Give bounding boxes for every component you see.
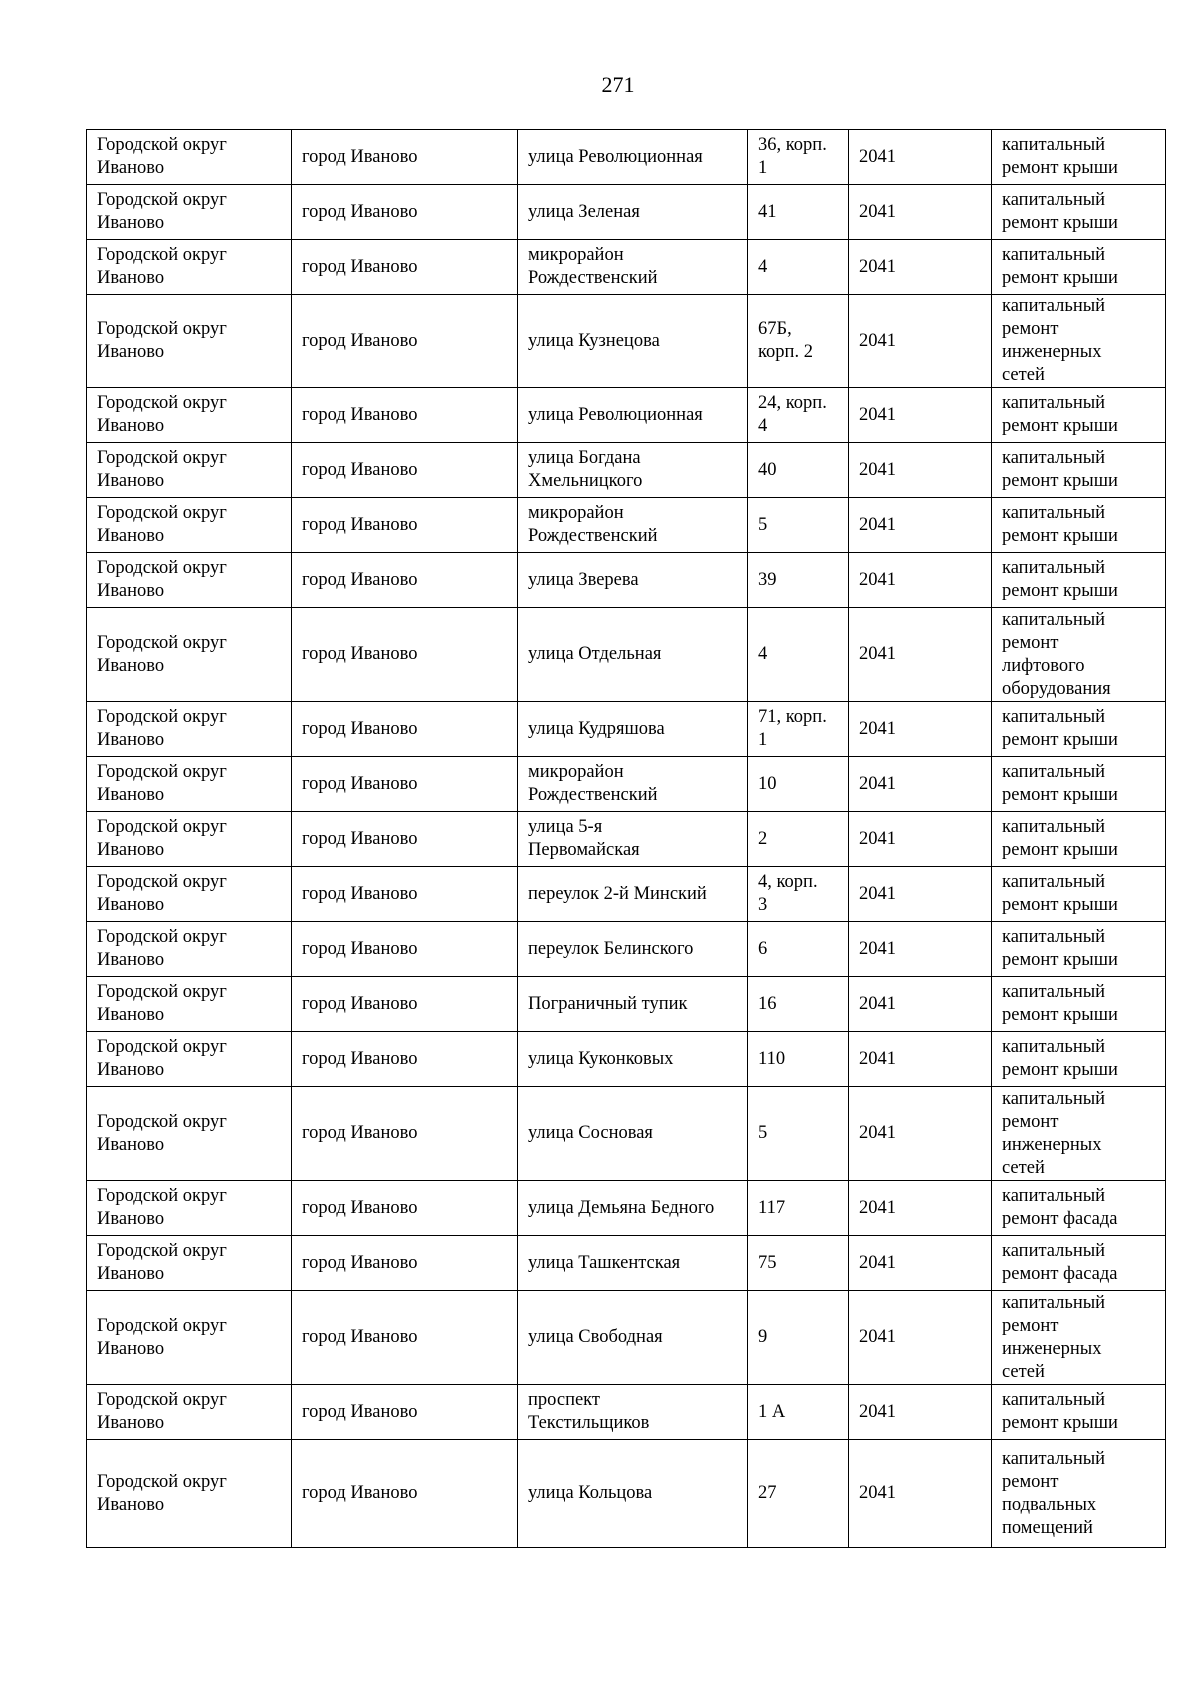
locality-cell: город Иваново [292, 867, 518, 922]
year-cell: 2041 [849, 388, 992, 443]
district-cell: Городской округ Иваново [87, 1236, 292, 1291]
locality-cell: город Иваново [292, 922, 518, 977]
locality-cell: город Иваново [292, 1385, 518, 1440]
street-cell: проспект Текстильщиков [518, 1385, 748, 1440]
year-cell: 2041 [849, 1032, 992, 1087]
work-type-cell: капитальный ремонт крыши [992, 702, 1166, 757]
street-cell: улица Сосновая [518, 1087, 748, 1181]
street-cell: Пограничный тупик [518, 977, 748, 1032]
table-row [87, 1087, 1166, 1181]
street-cell: улица Свободная [518, 1291, 748, 1385]
district-cell: Городской округ Иваново [87, 757, 292, 812]
house-number-cell: 27 [748, 1440, 849, 1548]
street-cell: микрорайон Рождественский [518, 757, 748, 812]
locality-cell: город Иваново [292, 977, 518, 1032]
locality-cell: город Иваново [292, 702, 518, 757]
year-cell: 2041 [849, 1440, 992, 1548]
table-row [87, 1032, 1166, 1087]
table-row [87, 553, 1166, 608]
table-row [87, 608, 1166, 702]
district-cell: Городской округ Иваново [87, 1032, 292, 1087]
table-row [87, 185, 1166, 240]
table-row [87, 1181, 1166, 1236]
district-cell: Городской округ Иваново [87, 1385, 292, 1440]
year-cell: 2041 [849, 1291, 992, 1385]
locality-cell: город Иваново [292, 1291, 518, 1385]
street-cell: улица Зверева [518, 553, 748, 608]
district-cell: Городской округ Иваново [87, 240, 292, 295]
locality-cell: город Иваново [292, 553, 518, 608]
year-cell: 2041 [849, 185, 992, 240]
house-number-cell: 16 [748, 977, 849, 1032]
house-number-cell: 5 [748, 498, 849, 553]
year-cell: 2041 [849, 130, 992, 185]
table-row [87, 388, 1166, 443]
work-type-cell: капитальный ремонт крыши [992, 443, 1166, 498]
street-cell: улица Ташкентская [518, 1236, 748, 1291]
work-type-cell: капитальный ремонт крыши [992, 130, 1166, 185]
locality-cell: город Иваново [292, 812, 518, 867]
table-body [87, 130, 1166, 1548]
work-type-cell: капитальный ремонт фасада [992, 1181, 1166, 1236]
street-cell: улица Демьяна Бедного [518, 1181, 748, 1236]
year-cell: 2041 [849, 608, 992, 702]
house-number-cell: 39 [748, 553, 849, 608]
street-cell: улица 5-я Первомайская [518, 812, 748, 867]
house-number-cell: 41 [748, 185, 849, 240]
district-cell: Городской округ Иваново [87, 922, 292, 977]
year-cell: 2041 [849, 1385, 992, 1440]
district-cell: Городской округ Иваново [87, 1087, 292, 1181]
table-row [87, 702, 1166, 757]
street-cell: микрорайон Рождественский [518, 498, 748, 553]
year-cell: 2041 [849, 498, 992, 553]
table-row [87, 757, 1166, 812]
house-number-cell: 36, корп. 1 [748, 130, 849, 185]
table-row [87, 130, 1166, 185]
street-cell: улица Революционная [518, 388, 748, 443]
table-row [87, 1385, 1166, 1440]
table-row [87, 1440, 1166, 1548]
table-row [87, 1291, 1166, 1385]
house-number-cell: 4, корп. 3 [748, 867, 849, 922]
work-type-cell: капитальный ремонт крыши [992, 922, 1166, 977]
locality-cell: город Иваново [292, 388, 518, 443]
house-number-cell: 110 [748, 1032, 849, 1087]
locality-cell: город Иваново [292, 1087, 518, 1181]
year-cell: 2041 [849, 922, 992, 977]
table-row [87, 977, 1166, 1032]
district-cell: Городской округ Иваново [87, 553, 292, 608]
locality-cell: город Иваново [292, 1181, 518, 1236]
house-number-cell: 1 А [748, 1385, 849, 1440]
work-type-cell: капитальный ремонт инженерных сетей [992, 295, 1166, 388]
year-cell: 2041 [849, 757, 992, 812]
house-number-cell: 10 [748, 757, 849, 812]
district-cell: Городской округ Иваново [87, 295, 292, 388]
locality-cell: город Иваново [292, 608, 518, 702]
table-row [87, 240, 1166, 295]
work-type-cell: капитальный ремонт крыши [992, 240, 1166, 295]
table-row [87, 812, 1166, 867]
year-cell: 2041 [849, 1236, 992, 1291]
district-cell: Городской округ Иваново [87, 1440, 292, 1548]
street-cell: улица Кузнецова [518, 295, 748, 388]
street-cell: улица Отдельная [518, 608, 748, 702]
street-cell: улица Революционная [518, 130, 748, 185]
table-row [87, 498, 1166, 553]
house-number-cell: 4 [748, 240, 849, 295]
locality-cell: город Иваново [292, 757, 518, 812]
district-cell: Городской округ Иваново [87, 702, 292, 757]
street-cell: улица Зеленая [518, 185, 748, 240]
work-type-cell: капитальный ремонт крыши [992, 977, 1166, 1032]
year-cell: 2041 [849, 812, 992, 867]
street-cell: улица Кудряшова [518, 702, 748, 757]
street-cell: улица Кольцова [518, 1440, 748, 1548]
house-number-cell: 5 [748, 1087, 849, 1181]
work-type-cell: капитальный ремонт фасада [992, 1236, 1166, 1291]
work-type-cell: капитальный ремонт крыши [992, 553, 1166, 608]
district-cell: Городской округ Иваново [87, 130, 292, 185]
table-row [87, 295, 1166, 388]
locality-cell: город Иваново [292, 1440, 518, 1548]
district-cell: Городской округ Иваново [87, 1181, 292, 1236]
street-cell: микрорайон Рождественский [518, 240, 748, 295]
street-cell: улица Куконковых [518, 1032, 748, 1087]
house-number-cell: 71, корп. 1 [748, 702, 849, 757]
house-number-cell: 9 [748, 1291, 849, 1385]
work-type-cell: капитальный ремонт лифтового оборудования [992, 608, 1166, 702]
work-type-cell: капитальный ремонт крыши [992, 812, 1166, 867]
district-cell: Городской округ Иваново [87, 443, 292, 498]
table-row [87, 867, 1166, 922]
work-type-cell: капитальный ремонт крыши [992, 867, 1166, 922]
locality-cell: город Иваново [292, 443, 518, 498]
locality-cell: город Иваново [292, 1236, 518, 1291]
locality-cell: город Иваново [292, 130, 518, 185]
locality-cell: город Иваново [292, 498, 518, 553]
page-number: 271 [601, 72, 635, 97]
locality-cell: город Иваново [292, 1032, 518, 1087]
work-type-cell: капитальный ремонт крыши [992, 757, 1166, 812]
street-cell: переулок Белинского [518, 922, 748, 977]
locality-cell: город Иваново [292, 240, 518, 295]
house-number-cell: 117 [748, 1181, 849, 1236]
locality-cell: город Иваново [292, 185, 518, 240]
district-cell: Городской округ Иваново [87, 977, 292, 1032]
district-cell: Городской округ Иваново [87, 185, 292, 240]
district-cell: Городской округ Иваново [87, 812, 292, 867]
house-number-cell: 24, корп. 4 [748, 388, 849, 443]
year-cell: 2041 [849, 1181, 992, 1236]
year-cell: 2041 [849, 977, 992, 1032]
year-cell: 2041 [849, 702, 992, 757]
work-type-cell: капитальный ремонт инженерных сетей [992, 1291, 1166, 1385]
house-number-cell: 67Б, корп. 2 [748, 295, 849, 388]
work-type-cell: капитальный ремонт подвальных помещений [992, 1440, 1166, 1548]
house-number-cell: 4 [748, 608, 849, 702]
year-cell: 2041 [849, 1087, 992, 1181]
house-number-cell: 2 [748, 812, 849, 867]
district-cell: Городской округ Иваново [87, 498, 292, 553]
year-cell: 2041 [849, 553, 992, 608]
work-type-cell: капитальный ремонт инженерных сетей [992, 1087, 1166, 1181]
work-type-cell: капитальный ремонт крыши [992, 185, 1166, 240]
district-cell: Городской округ Иваново [87, 388, 292, 443]
district-cell: Городской округ Иваново [87, 608, 292, 702]
table-row [87, 1236, 1166, 1291]
repair-schedule-table [86, 129, 1166, 1548]
locality-cell: город Иваново [292, 295, 518, 388]
district-cell: Городской округ Иваново [87, 867, 292, 922]
work-type-cell: капитальный ремонт крыши [992, 1032, 1166, 1087]
year-cell: 2041 [849, 295, 992, 388]
year-cell: 2041 [849, 240, 992, 295]
house-number-cell: 6 [748, 922, 849, 977]
year-cell: 2041 [849, 443, 992, 498]
table-row [87, 922, 1166, 977]
district-cell: Городской округ Иваново [87, 1291, 292, 1385]
street-cell: улица Богдана Хмельницкого [518, 443, 748, 498]
year-cell: 2041 [849, 867, 992, 922]
table-row [87, 443, 1166, 498]
house-number-cell: 40 [748, 443, 849, 498]
street-cell: переулок 2-й Минский [518, 867, 748, 922]
work-type-cell: капитальный ремонт крыши [992, 388, 1166, 443]
house-number-cell: 75 [748, 1236, 849, 1291]
work-type-cell: капитальный ремонт крыши [992, 498, 1166, 553]
work-type-cell: капитальный ремонт крыши [992, 1385, 1166, 1440]
